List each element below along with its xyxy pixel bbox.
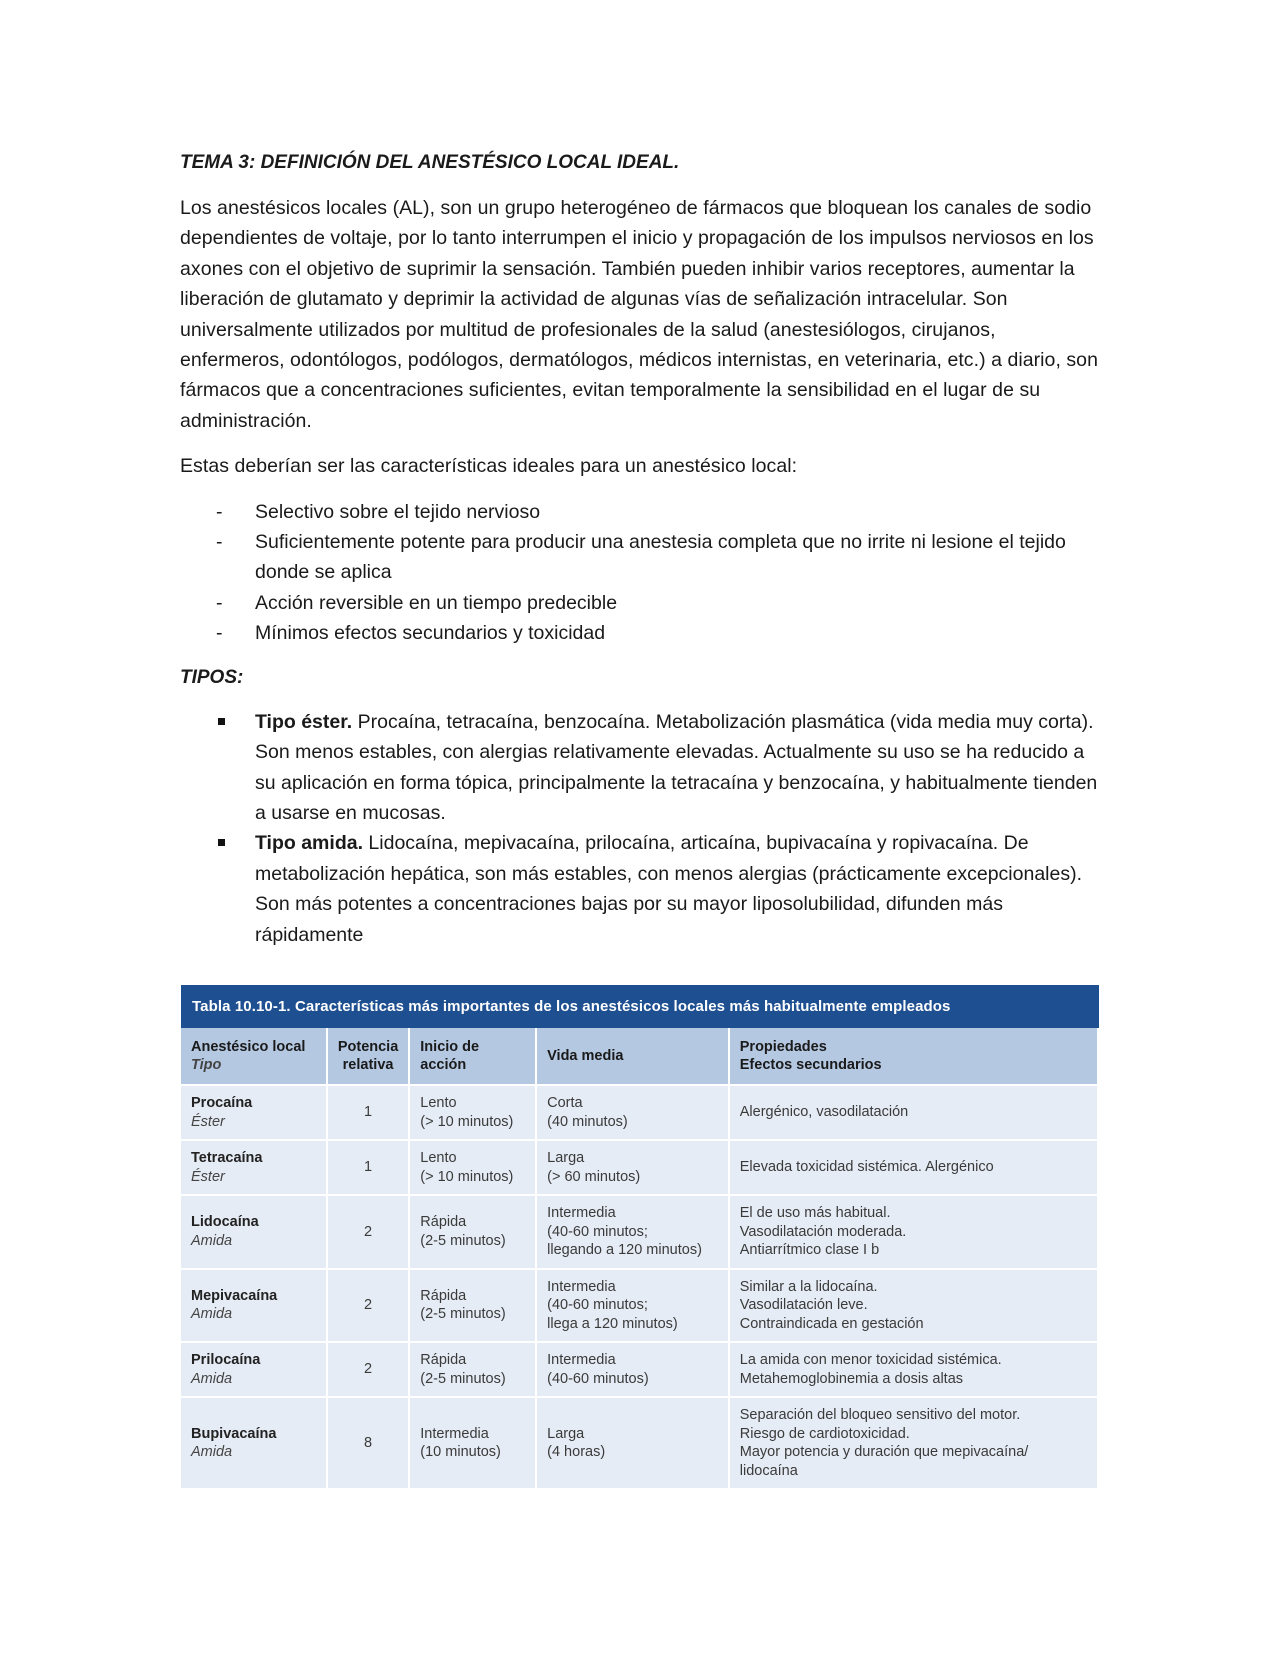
header-onset: Inicio de acción xyxy=(409,1028,536,1085)
cell-drug xyxy=(181,1269,327,1343)
cell-properties xyxy=(729,1342,1098,1397)
cell-line: llegando a 120 minutos) xyxy=(547,1242,702,1258)
cell-potency: 2 xyxy=(327,1342,409,1397)
dash-bullet: - xyxy=(216,591,223,614)
drug-type: Éster xyxy=(191,1113,225,1130)
cell-properties xyxy=(729,1140,1098,1195)
cell-line: Larga xyxy=(547,1425,585,1442)
anesthetics-table-figure xyxy=(181,985,1099,1488)
cell-line: Separación del bloqueo sensitivo del motor. xyxy=(739,1407,1021,1423)
cell-half-life xyxy=(536,1342,729,1397)
ideal-characteristics-list xyxy=(180,497,1100,649)
anesthetics-table xyxy=(181,1028,1099,1488)
drug-name: Tetracaína xyxy=(191,1150,263,1166)
ideal-characteristics-intro: Estas deberían ser las características ideales para un anestésico local: xyxy=(180,455,798,478)
header-drug: Anestésico local Tipo xyxy=(181,1028,327,1085)
cell-onset xyxy=(409,1085,536,1140)
cell-line: (2-5 minutos) xyxy=(420,1232,506,1249)
list-item-amida: Tipo amida. Lidocaína, mepivacaína, prilocaína, articaína, bupivacaína y ropivacaína. De metabolización hepática, son más estables, con menos alergias (prácticamente excepcionales). Son más potentes a concentraciones bajas por su mayor liposolubilidad, difunden más rápidamente xyxy=(180,828,1100,950)
cell-drug xyxy=(181,1085,327,1140)
cell-line: Antiarrítmico clase I b xyxy=(739,1242,880,1258)
table-row xyxy=(181,1085,1098,1140)
cell-line: (40-60 minutos; xyxy=(547,1297,648,1313)
cell-line: El de uso más habitual. xyxy=(739,1205,891,1221)
cell-half-life xyxy=(536,1269,729,1343)
header-potency: Potencia relativa xyxy=(327,1028,409,1085)
dash-bullet: - xyxy=(216,622,223,645)
cell-line: (> 10 minutos) xyxy=(420,1113,514,1130)
table-row xyxy=(181,1269,1098,1343)
cell-properties xyxy=(729,1397,1098,1488)
drug-name: Procaína xyxy=(191,1095,253,1111)
cell-line: Intermedia xyxy=(547,1352,616,1368)
drug-type: Amida xyxy=(191,1444,233,1460)
cell-line: (2-5 minutos) xyxy=(420,1306,506,1323)
types-heading: TIPOS: xyxy=(180,666,244,688)
cell-line: Contraindicada en gestación xyxy=(739,1315,924,1332)
cell-line: Intermedia xyxy=(547,1205,616,1221)
table-header-row xyxy=(181,1028,1098,1085)
cell-potency: 8 xyxy=(327,1397,409,1488)
cell-line: (40-60 minutos) xyxy=(547,1370,649,1387)
cell-half-life xyxy=(536,1397,729,1488)
list-item: - Suficientemente potente para producir una anestesia completa que no irrite ni lesione el tejido donde se aplica xyxy=(180,527,1100,588)
cell-onset xyxy=(409,1140,536,1195)
cell-line: Intermedia xyxy=(420,1425,489,1442)
cell-line: Riesgo de cardiotoxicidad. xyxy=(739,1425,910,1442)
header-properties: Propiedades Efectos secundarios xyxy=(729,1028,1098,1085)
cell-drug xyxy=(181,1342,327,1397)
cell-line: (2-5 minutos) xyxy=(420,1370,506,1387)
drug-name: Mepivacaína xyxy=(191,1287,278,1304)
cell-line: Lento xyxy=(420,1095,457,1111)
list-item: - Mínimos efectos secundarios y toxicidad xyxy=(180,618,1100,648)
cell-line: Mayor potencia y duración que mepivacaína/ xyxy=(739,1444,1029,1460)
cell-line: lidocaína xyxy=(739,1462,798,1479)
table-row xyxy=(181,1342,1098,1397)
cell-line: (40 minutos) xyxy=(547,1113,628,1130)
cell-half-life xyxy=(536,1195,729,1269)
cell-line: (> 10 minutos) xyxy=(420,1168,514,1185)
cell-onset xyxy=(409,1269,536,1343)
cell-line: Lento xyxy=(420,1150,457,1166)
table-title: Tabla 10.10-1. Características más importantes de los anestésicos locales más habitualmente empleados xyxy=(181,985,1099,1028)
list-item: - Acción reversible en un tiempo predecible xyxy=(180,588,1100,618)
cell-line: (40-60 minutos; xyxy=(547,1223,648,1240)
drug-name: Lidocaína xyxy=(191,1214,259,1231)
list-item-ester: Tipo éster. Procaína, tetracaína, benzocaína. Metabolización plasmática (vida media muy corta). Son menos estables, con alergias relativamente elevadas. Actualmente su uso se ha reducido a su aplicación en forma tópica, principalmente la tetracaína y benzocaína, y habitualmente tienden a usarse en mucosas. xyxy=(180,707,1100,829)
cell-line: Larga xyxy=(547,1150,585,1166)
cell-properties xyxy=(729,1085,1098,1140)
cell-potency: 1 xyxy=(327,1140,409,1195)
cell-line: Rápida xyxy=(420,1287,467,1304)
cell-line: (4 horas) xyxy=(547,1444,606,1460)
intro-paragraph: Los anestésicos locales (AL), son un grupo heterogéneo de fármacos que bloquean los canales de sodio dependientes de voltaje, por lo tanto interrumpen el inicio y propagación de los impulsos nerviosos en los axones con el objetivo de suprimir la sensación. También pueden inhibir varios receptores, aumentar la liberación de glutamato y deprimir la actividad de algunas vías de señalización intracelular. Son universalmente utilizados por multitud de profesionales de la salud (anestesiólogos, cirujanos, enfermeros, odontólogos, podólogos, dermatólogos, médicos internistas, en veterinaria, etc.) a diario, son fármacos que a concentraciones suficientes, evitan temporalmente la sensibilidad en el lugar de su administración. xyxy=(180,197,1098,432)
drug-type: Éster xyxy=(191,1168,225,1185)
section-heading: TEMA 3: DEFINICIÓN DEL ANESTÉSICO LOCAL IDEAL. xyxy=(180,152,680,173)
cell-potency: 2 xyxy=(327,1195,409,1269)
document-body xyxy=(180,148,1100,964)
cell-line: Rápida xyxy=(420,1352,467,1368)
cell-line: llega a 120 minutos) xyxy=(547,1315,678,1332)
cell-onset xyxy=(409,1342,536,1397)
drug-name: Bupivacaína xyxy=(191,1425,277,1442)
cell-potency: 2 xyxy=(327,1269,409,1343)
cell-line: Rápida xyxy=(420,1214,467,1231)
cell-onset xyxy=(409,1195,536,1269)
drug-type: Amida xyxy=(191,1232,233,1249)
cell-line: Vasodilatación moderada. xyxy=(739,1223,907,1240)
dash-bullet: - xyxy=(216,500,223,523)
cell-line: La amida con menor toxicidad sistémica. xyxy=(739,1352,1002,1368)
table-row xyxy=(181,1397,1098,1488)
cell-line: Similar a la lidocaína. xyxy=(739,1278,878,1295)
cell-line: (> 60 minutos) xyxy=(547,1168,641,1185)
header-half-life: Vida media xyxy=(536,1028,729,1085)
cell-line: Vasodilatación leve. xyxy=(739,1297,868,1313)
cell-drug xyxy=(181,1140,327,1195)
square-bullet-icon xyxy=(218,839,225,846)
table-row xyxy=(181,1195,1098,1269)
cell-line: Metahemoglobinemia a dosis altas xyxy=(739,1370,964,1387)
cell-line: (10 minutos) xyxy=(420,1444,501,1460)
cell-half-life xyxy=(536,1140,729,1195)
cell-line: Alergénico, vasodilatación xyxy=(739,1104,909,1121)
table-body xyxy=(181,1085,1098,1488)
dash-bullet: - xyxy=(216,531,223,554)
types-list xyxy=(180,707,1100,950)
drug-type: Amida xyxy=(191,1306,233,1323)
cell-drug xyxy=(181,1195,327,1269)
cell-line: Corta xyxy=(547,1095,583,1111)
cell-line: Elevada toxicidad sistémica. Alergénico xyxy=(739,1159,994,1176)
cell-line: Intermedia xyxy=(547,1278,616,1295)
cell-properties xyxy=(729,1269,1098,1343)
drug-type: Amida xyxy=(191,1370,233,1387)
list-item: - Selectivo sobre el tejido nervioso xyxy=(180,497,1100,527)
cell-potency: 1 xyxy=(327,1085,409,1140)
cell-drug xyxy=(181,1397,327,1488)
cell-half-life xyxy=(536,1085,729,1140)
cell-properties xyxy=(729,1195,1098,1269)
cell-onset xyxy=(409,1397,536,1488)
drug-name: Prilocaína xyxy=(191,1352,261,1368)
table-row xyxy=(181,1140,1098,1195)
square-bullet-icon xyxy=(218,718,225,725)
